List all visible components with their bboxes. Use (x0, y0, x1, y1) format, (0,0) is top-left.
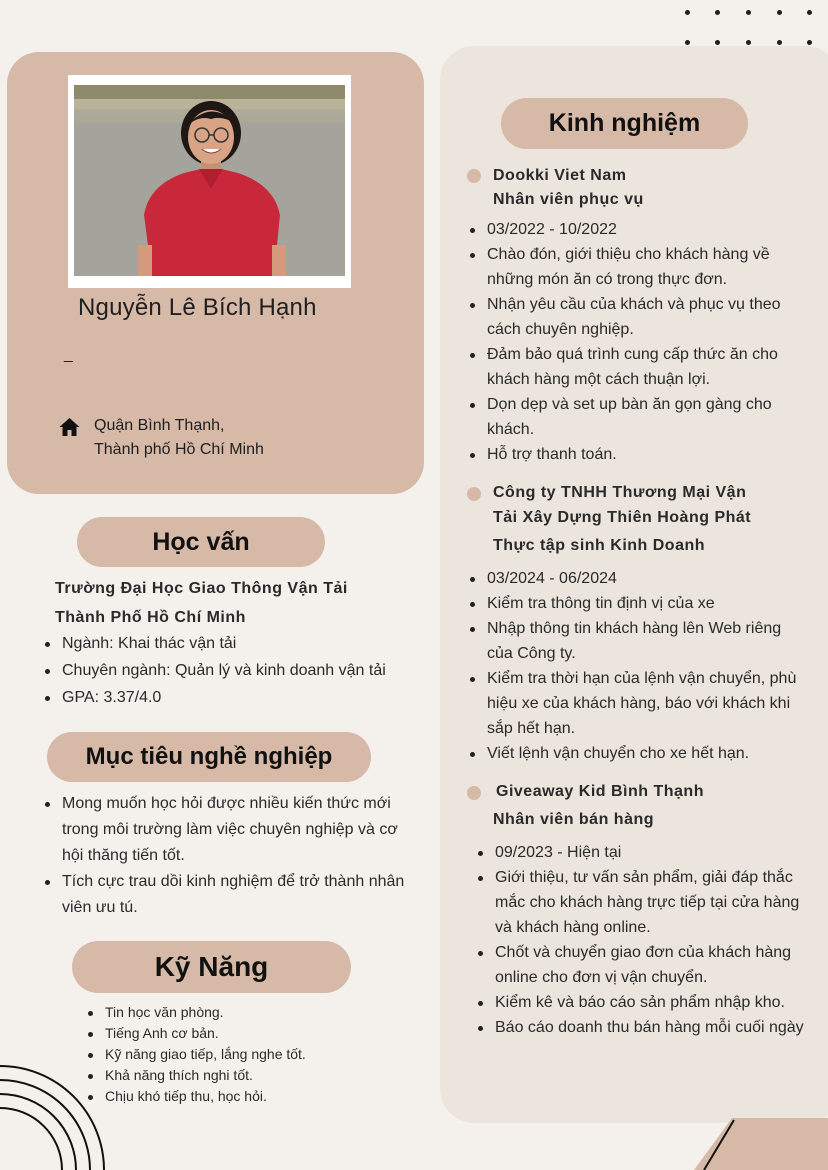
list-item: Tích cực trau dồi kinh nghiệm để trở thành nhân viên ưu tú. (45, 869, 417, 921)
job-3-role: Nhân viên bán hàng (493, 811, 655, 828)
profile-name: Nguyễn Lê Bích Hạnh (78, 294, 317, 321)
list-item: 09/2023 - Hiện tại (478, 840, 818, 865)
list-item: Kiểm tra thông tin định vị của xe (470, 591, 810, 616)
career-goals-heading: Mục tiêu nghề nghiệp (47, 732, 371, 782)
list-item: Hỗ trợ thanh toán. (470, 442, 810, 467)
skills-heading: Kỹ Năng (72, 941, 351, 993)
list-item: 03/2022 - 10/2022 (470, 217, 810, 242)
address (94, 414, 264, 462)
list-item: Viết lệnh vận chuyển cho xe hết hạn. (470, 741, 810, 766)
list-item: Dọn dẹp và set up bàn ăn gọn gàng cho khách. (470, 392, 810, 442)
job-2-company-line-2: Tải Xây Dựng Thiên Hoàng Phát (493, 509, 752, 526)
list-item: 03/2024 - 06/2024 (470, 566, 810, 591)
list-item: Báo cáo doanh thu bán hàng mỗi cuối ngày (478, 1015, 818, 1040)
job-1-role: Nhân viên phục vụ (493, 191, 644, 208)
decorative-dots (680, 6, 828, 50)
job-1-marker (467, 169, 481, 183)
school-name-line-2: Thành Phố Hồ Chí Minh (55, 609, 246, 626)
job-3-duties (478, 840, 818, 1040)
skills-list (88, 1002, 388, 1107)
list-item: Mong muốn học hỏi được nhiều kiến thức mới trong môi trường làm việc chuyên nghiệp và cơ hội thăng tiến tốt. (45, 791, 417, 869)
decorative-arcs (0, 1050, 120, 1170)
list-item: GPA: 3.37/4.0 (45, 684, 425, 711)
school-name-line-1: Trường Đại Học Giao Thông Vận Tải (55, 580, 348, 597)
list-item: Khả năng thích nghi tốt. (88, 1065, 388, 1086)
job-3-company: Giveaway Kid Bình Thạnh (496, 783, 704, 800)
list-item: Giới thiệu, tư vấn sản phẩm, giải đáp thắc mắc cho khách hàng trực tiếp tại cửa hàng và khách hàng online. (478, 865, 818, 940)
experience-heading: Kinh nghiệm (501, 98, 748, 149)
list-item: Ngành: Khai thác vận tải (45, 630, 425, 657)
list-item: Tiếng Anh cơ bản. (88, 1023, 388, 1044)
education-heading: Học vấn (77, 517, 325, 567)
list-item: Chịu khó tiếp thu, học hỏi. (88, 1086, 388, 1107)
home-icon (59, 417, 80, 437)
list-item: Nhận yêu cầu của khách và phục vụ theo cách chuyên nghiệp. (470, 292, 810, 342)
list-item: Nhập thông tin khách hàng lên Web riêng của Công ty. (470, 616, 810, 666)
profile-photo-frame (68, 75, 351, 288)
job-1-company: Dookki Viet Nam (493, 167, 627, 184)
profile-photo (74, 85, 345, 276)
job-2-marker (467, 487, 481, 501)
profile-subtitle-dash: _ (64, 346, 73, 363)
job-2-role: Thực tập sinh Kinh Doanh (493, 537, 706, 554)
list-item: Kiểm kê và báo cáo sản phẩm nhập kho. (478, 990, 818, 1015)
decorative-corner-shape (690, 1118, 828, 1170)
job-2-duties (470, 566, 810, 766)
job-3-marker (467, 786, 481, 800)
list-item: Đảm bảo quá trình cung cấp thức ăn cho khách hàng một cách thuận lợi. (470, 342, 810, 392)
list-item: Chuyên ngành: Quản lý và kinh doanh vận tải (45, 657, 425, 684)
job-2-company-line-1: Công ty TNHH Thương Mại Vận (493, 484, 747, 501)
list-item: Kỹ năng giao tiếp, lắng nghe tốt. (88, 1044, 388, 1065)
list-item: Chốt và chuyển giao đơn của khách hàng online cho đơn vị vận chuyển. (478, 940, 818, 990)
list-item: Tin học văn phòng. (88, 1002, 388, 1023)
address-line-1: Quận Bình Thạnh, (94, 417, 225, 434)
list-item: Chào đón, giới thiệu cho khách hàng về những món ăn có trong thực đơn. (470, 242, 810, 292)
job-1-duties (470, 217, 810, 467)
list-item: Kiểm tra thời hạn của lệnh vận chuyển, phù hiệu xe của khách hàng, báo với khách khi sắp hết hạn. (470, 666, 810, 741)
address-line-2: Thành phố Hồ Chí Minh (94, 441, 264, 458)
education-list (45, 630, 425, 711)
career-goals-list (45, 791, 417, 921)
